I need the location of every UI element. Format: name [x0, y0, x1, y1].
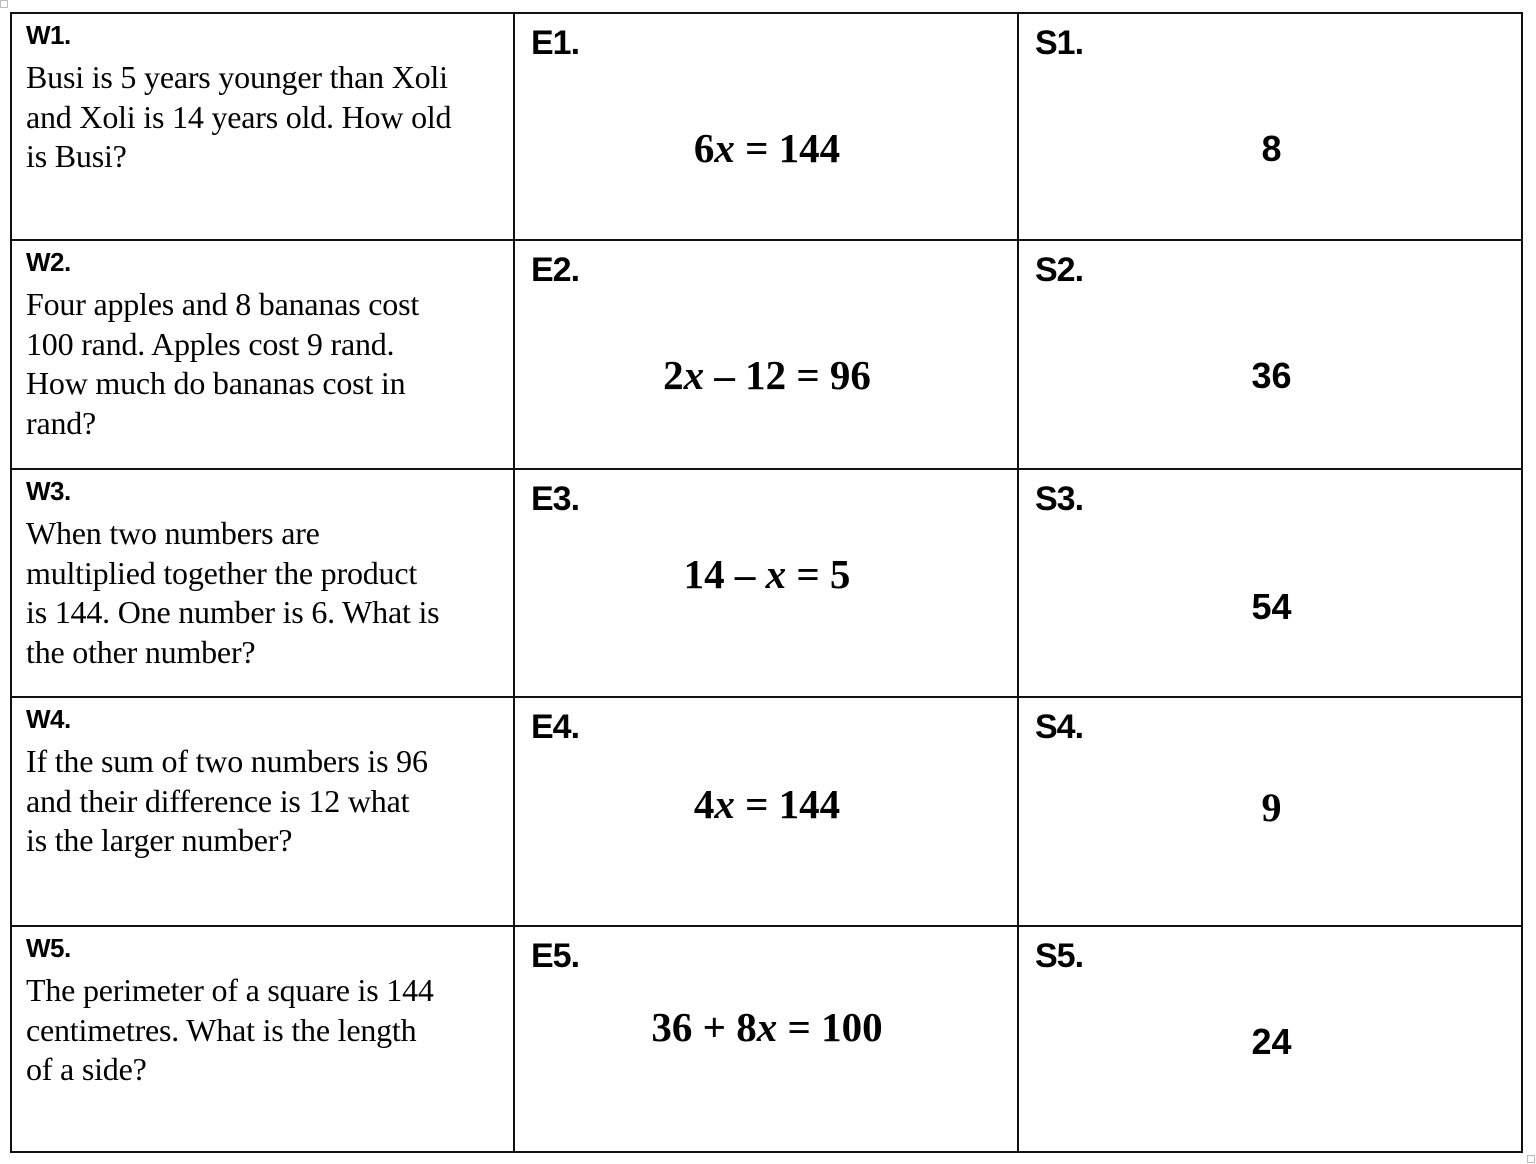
equation-card — [515, 470, 1017, 696]
card-label: W2. — [26, 247, 71, 277]
solution-value: 54 — [1251, 586, 1292, 627]
equation — [515, 780, 1019, 828]
equation-card — [515, 14, 1017, 239]
card-label: E1. — [531, 24, 580, 62]
text-line: Four apples and 8 bananas cost — [26, 286, 420, 322]
card-label: S2. — [1035, 251, 1084, 289]
equation-card — [515, 698, 1017, 925]
text-line: the other number? — [26, 633, 256, 670]
equation — [515, 351, 1019, 399]
equation-variable: x — [714, 125, 735, 171]
text-line: of a side? — [26, 1051, 147, 1087]
equation-part: 4 — [693, 781, 715, 827]
card-label: W3. — [26, 476, 71, 506]
card-label: E3. — [531, 480, 580, 518]
corner-mark-top-left — [0, 0, 8, 8]
equation-part: 14 – — [683, 551, 766, 597]
word-problem-text — [26, 971, 506, 1090]
word-problem-text — [26, 285, 506, 443]
equation-part: 36 + 8 — [651, 1004, 757, 1050]
text-line: 100 rand. Apples cost 9 rand. — [26, 325, 395, 362]
equation-variable: x — [714, 781, 735, 827]
card-label: W1. — [26, 20, 71, 50]
solution-card — [1019, 14, 1522, 239]
solution-value: 36 — [1251, 355, 1292, 396]
text-line: is Busi? — [26, 138, 127, 174]
word-problem-card — [10, 470, 513, 696]
equation — [515, 550, 1019, 598]
text-line: If the sum of two numbers is 96 — [26, 743, 428, 779]
word-problem-card — [10, 698, 513, 925]
card-label: E2. — [531, 251, 580, 289]
text-line: is the larger number? — [26, 822, 293, 858]
text-line: The perimeter of a square is 144 — [26, 972, 434, 1008]
card-label: W4. — [26, 704, 71, 734]
equation-part: = 144 — [734, 781, 841, 827]
equation-part: = 5 — [786, 551, 851, 597]
equation-part: = 144 — [734, 125, 841, 171]
card-label: E5. — [531, 937, 580, 975]
word-problem-card — [10, 927, 513, 1151]
equation-variable: x — [683, 352, 705, 398]
text-line: is 144. One number is 6. What is — [26, 594, 440, 630]
word-problem-text — [26, 58, 506, 177]
card-label: S1. — [1035, 24, 1084, 62]
card-label: S5. — [1035, 937, 1084, 975]
equation — [515, 1003, 1019, 1051]
card-label: S4. — [1035, 708, 1084, 746]
solution-value: 24 — [1251, 1021, 1292, 1062]
word-problem-card — [10, 14, 513, 239]
text-line: and Xoli is 14 years old. How old — [26, 98, 452, 135]
word-problem-text — [26, 514, 506, 672]
equation-part: 6 — [693, 125, 715, 171]
card-label: S3. — [1035, 480, 1084, 518]
card-label: E4. — [531, 708, 580, 746]
equation-variable: x — [765, 551, 787, 597]
text-line: Busi is 5 years younger than Xoli — [26, 59, 448, 95]
text-line: How much do bananas cost in — [26, 365, 406, 401]
text-line: When two numbers are — [26, 515, 320, 551]
equation-variable: x — [756, 1004, 778, 1050]
card-label: W5. — [26, 933, 71, 963]
equation-part: = 100 — [777, 1004, 883, 1050]
equation-card — [515, 241, 1017, 468]
text-line: multiplied together the product — [26, 554, 418, 591]
word-problem-text — [26, 742, 506, 861]
solution-card — [1019, 927, 1522, 1151]
equation-part: – 12 = 96 — [704, 352, 871, 398]
solution-card — [1019, 698, 1522, 925]
word-problem-card — [10, 241, 513, 468]
text-line: and their difference is 12 what — [26, 782, 410, 819]
solution-value: 9 — [1261, 785, 1282, 830]
text-line: rand? — [26, 404, 97, 441]
solution-value: 8 — [1261, 128, 1282, 169]
equation-card — [515, 927, 1017, 1151]
solution-card — [1019, 241, 1522, 468]
text-line: centimetres. What is the length — [26, 1011, 417, 1048]
corner-mark-bottom-right — [1527, 1155, 1535, 1163]
equation — [515, 124, 1019, 172]
solution-card — [1019, 470, 1522, 696]
equation-part: 2 — [663, 352, 684, 398]
